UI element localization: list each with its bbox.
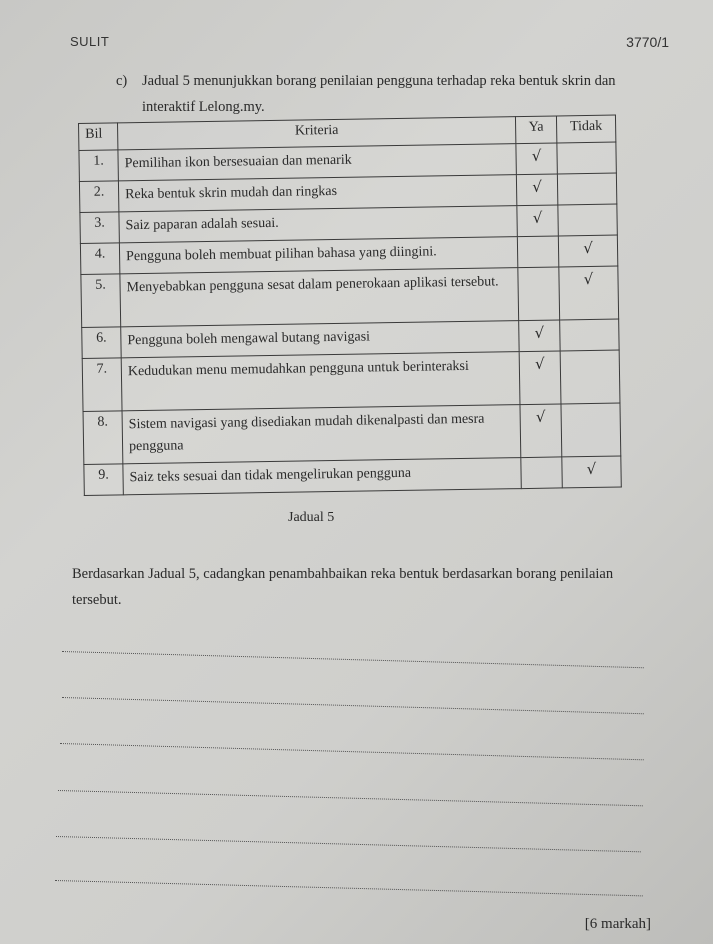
answer-line[interactable]: [62, 651, 644, 668]
header-kriteria: Kriteria: [118, 117, 516, 150]
row-number: 8.: [83, 411, 123, 465]
table-row: [83, 403, 621, 464]
check-tidak: √: [558, 235, 617, 267]
check-ya: √: [517, 205, 558, 237]
row-number: 4.: [80, 243, 119, 275]
check-ya: √: [519, 320, 560, 352]
row-number: 2.: [79, 181, 118, 213]
table-row: [81, 266, 619, 327]
row-number: 3.: [80, 212, 119, 244]
row-criterion: Sistem navigasi yang disediakan mudah dikenalpasti dan mesra pengguna: [122, 405, 521, 464]
header-paper-code: 3770/1: [626, 34, 669, 50]
answer-line[interactable]: [55, 880, 643, 896]
row-criterion: Pengguna boleh membuat pilihan bahasa yang diingini.: [119, 237, 517, 274]
answer-line[interactable]: [56, 836, 641, 852]
check-tidak: √: [559, 266, 619, 320]
check-tidak: [560, 350, 620, 404]
row-criterion: Menyebabkan pengguna sesat dalam penerokaan aplikasi tersebut.: [120, 268, 519, 327]
instruction-text: Berdasarkan Jadual 5, cadangkan penambahbaikan reka bentuk berdasarkan borang penilaian tersebut.: [72, 566, 614, 608]
header-ya: Ya: [515, 116, 556, 144]
row-criterion: Saiz teks sesuai dan tidak mengelirukan pengguna: [123, 458, 521, 495]
table-caption: Jadual 5: [288, 510, 335, 525]
answer-line[interactable]: [62, 697, 644, 714]
question-c: [116, 68, 656, 120]
check-tidak: √: [562, 456, 621, 488]
check-tidak: [557, 142, 616, 174]
row-criterion: Saiz paparan adalah sesuai.: [119, 206, 517, 243]
marks-allocation: [6 markah]: [584, 916, 651, 932]
row-criterion: Pengguna boleh mengawal butang navigasi: [121, 321, 519, 358]
check-tidak: [558, 204, 617, 236]
header-tidak: Tidak: [556, 115, 615, 143]
row-criterion: Pemilihan ikon bersesuaian dan menarik: [118, 144, 516, 181]
check-ya: √: [520, 404, 562, 458]
check-ya: √: [516, 143, 557, 175]
check-ya: [518, 267, 560, 321]
row-criterion: Reka bentuk skrin mudah dan ringkas: [118, 175, 516, 212]
check-ya: [517, 236, 558, 268]
row-number: 1.: [79, 150, 118, 182]
check-ya: √: [516, 174, 557, 206]
table-row: [82, 350, 620, 411]
check-tidak: [557, 173, 616, 205]
evaluation-table: [78, 115, 622, 496]
answer-line[interactable]: [60, 743, 644, 760]
question-label: c): [116, 73, 128, 89]
header-classification: SULIT: [70, 34, 110, 49]
row-number: 6.: [82, 327, 121, 359]
check-ya: √: [519, 351, 561, 405]
check-tidak: [561, 403, 621, 457]
row-number: 9.: [84, 464, 123, 496]
answer-line[interactable]: [58, 790, 643, 806]
check-tidak: [560, 319, 619, 351]
row-number: 5.: [81, 274, 121, 328]
row-number: 7.: [82, 358, 122, 412]
row-criterion: Kedudukan menu memudahkan pengguna untuk berinteraksi: [121, 352, 520, 411]
check-ya: [521, 457, 562, 489]
header-bil: Bil: [79, 123, 118, 151]
question-text: Jadual 5 menunjukkan borang penilaian pengguna terhadap reka bentuk skrin dan interaktif Lelong.my.: [142, 73, 616, 115]
